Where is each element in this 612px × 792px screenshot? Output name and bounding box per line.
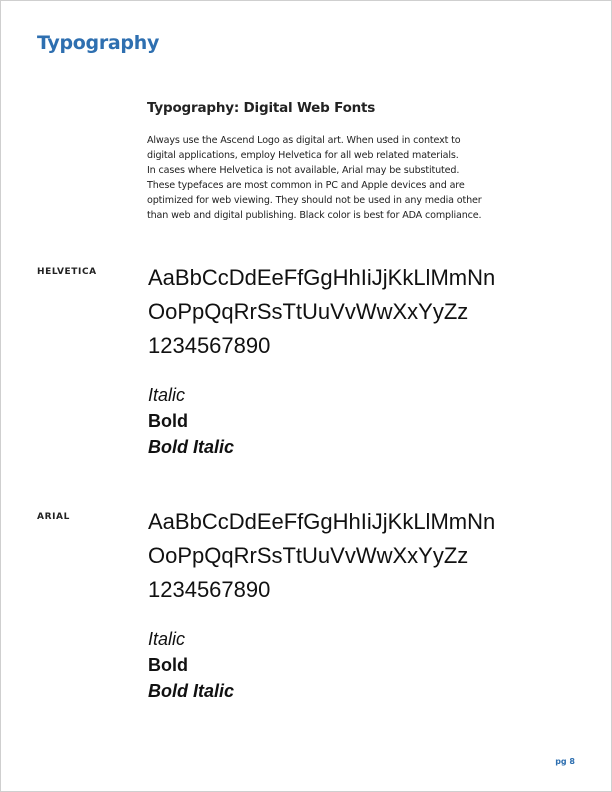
style-italic: Italic [148, 385, 186, 405]
style-bold: Bold [148, 411, 188, 431]
style-bold: Bold [148, 655, 188, 675]
intro-paragraph [147, 133, 527, 224]
glyph-line-uppercase-lowercase-2: OoPpQqRrSsTtUuVvWwXxYyZz [148, 543, 469, 568]
section-title: Typography: Digital Web Fonts [147, 100, 376, 116]
page-number: pg 8 [555, 757, 575, 766]
intro-line: optimized for web viewing. They should not be used in any media other [147, 195, 482, 207]
glyph-line-uppercase-lowercase-1: AaBbCcDdEeFfGgHhIiJjKkLlMmNn [148, 509, 496, 534]
style-samples [148, 626, 495, 704]
style-bold-italic: Bold Italic [148, 437, 235, 457]
style-bold-italic: Bold Italic [148, 681, 235, 701]
intro-line: Always use the Ascend Logo as digital art. When used in context to [147, 135, 461, 146]
page-title: Typography [37, 32, 160, 54]
style-italic: Italic [148, 629, 186, 649]
specimen-helvetica [148, 261, 495, 460]
glyph-line-numerals: 1234567890 [148, 577, 271, 602]
intro-line: digital applications, employ Helvetica for all web related materials. [147, 150, 459, 162]
intro-line: than web and digital publishing. Black color is best for ADA compliance. [147, 210, 482, 222]
font-label-arial: ARIAL [37, 512, 70, 522]
specimen-arial [148, 505, 495, 704]
intro-line: In cases where Helvetica is not available, Arial may be substituted. [147, 165, 460, 177]
font-label-helvetica: HELVETICA [37, 267, 97, 277]
glyph-line-numerals: 1234567890 [148, 333, 271, 358]
style-samples [148, 382, 495, 460]
glyph-line-uppercase-lowercase-2: OoPpQqRrSsTtUuVvWwXxYyZz [148, 299, 469, 324]
intro-line: These typefaces are most common in PC and Apple devices and are [147, 180, 465, 192]
glyph-line-uppercase-lowercase-1: AaBbCcDdEeFfGgHhIiJjKkLlMmNn [148, 265, 496, 290]
